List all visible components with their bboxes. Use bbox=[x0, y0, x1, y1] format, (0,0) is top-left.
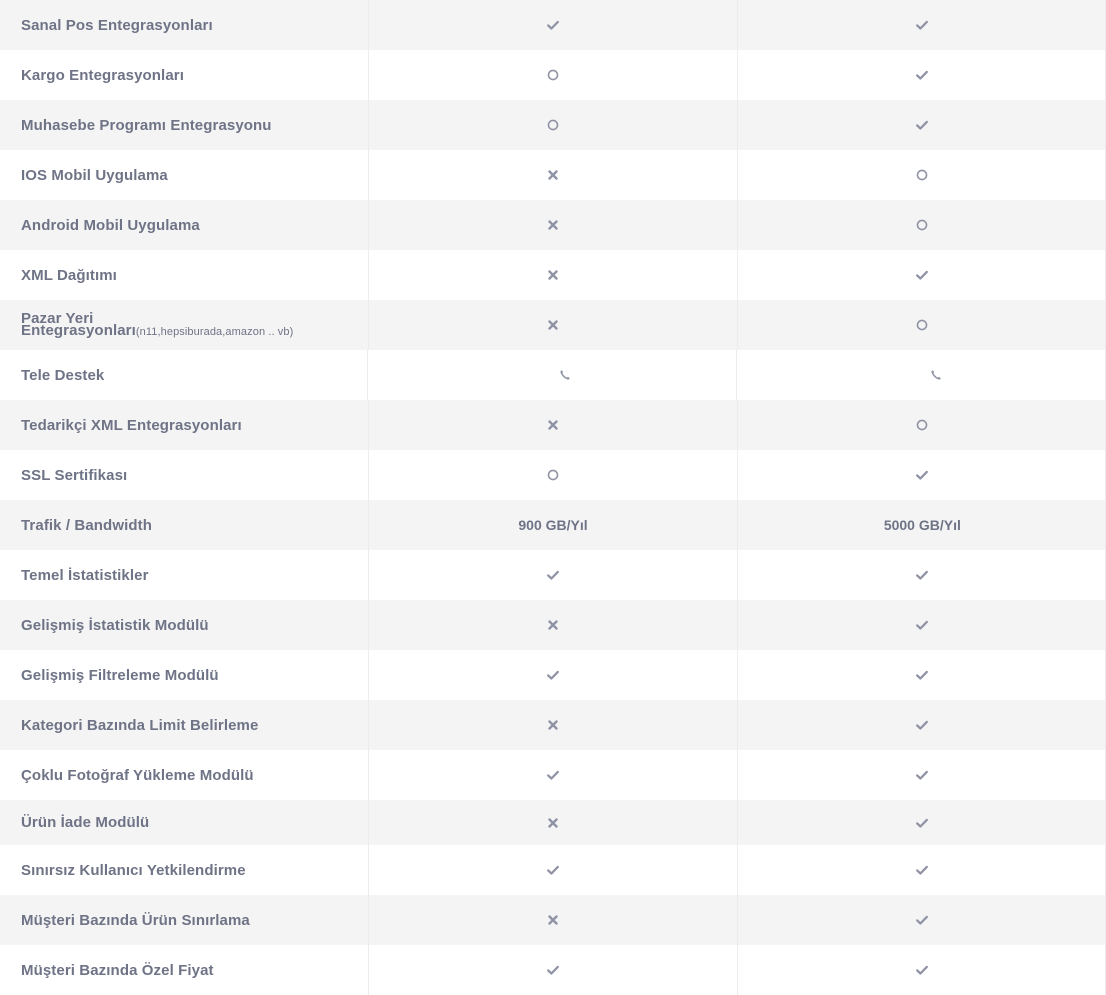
cross-icon bbox=[546, 816, 560, 830]
circle-icon bbox=[915, 218, 929, 232]
check-icon bbox=[546, 668, 560, 682]
check-icon bbox=[546, 568, 560, 582]
check-icon bbox=[915, 118, 929, 132]
check-icon bbox=[915, 568, 929, 582]
plan-a-cell bbox=[369, 150, 737, 200]
feature-label: Gelişmiş İstatistik Modülü bbox=[0, 600, 369, 650]
plan-a-cell bbox=[369, 450, 737, 500]
cross-icon bbox=[546, 718, 560, 732]
table-row bbox=[0, 200, 1106, 250]
table-row bbox=[0, 350, 1106, 400]
check-icon bbox=[915, 268, 929, 282]
plan-b-cell bbox=[740, 0, 1106, 50]
plan-b-cell bbox=[740, 845, 1106, 895]
circle-icon bbox=[546, 118, 560, 132]
feature-label-line1: Pazar Yeri bbox=[21, 309, 94, 327]
plan-b-cell bbox=[740, 250, 1106, 300]
feature-label: XML Dağıtımı bbox=[0, 250, 369, 300]
circle-icon bbox=[915, 168, 929, 182]
plan-b-cell bbox=[740, 800, 1106, 845]
table-row bbox=[0, 450, 1106, 500]
check-icon bbox=[915, 718, 929, 732]
cross-icon bbox=[546, 318, 560, 332]
feature-label: SSL Sertifikası bbox=[0, 450, 369, 500]
feature-label: Android Mobil Uygulama bbox=[0, 200, 369, 250]
feature-label: Gelişmiş Filtreleme Modülü bbox=[0, 650, 369, 700]
feature-label: Trafik / Bandwidth bbox=[0, 500, 369, 550]
table-row bbox=[0, 50, 1106, 100]
plan-b-cell bbox=[740, 300, 1106, 350]
table-row bbox=[0, 150, 1106, 200]
check-icon bbox=[915, 863, 929, 877]
table-row bbox=[0, 500, 1106, 550]
plan-a-cell bbox=[369, 550, 737, 600]
plan-a-cell bbox=[369, 250, 737, 300]
plan-a-cell bbox=[369, 500, 737, 550]
table-row bbox=[0, 800, 1106, 845]
check-icon bbox=[546, 768, 560, 782]
cell-value: 5000 GB/Yıl bbox=[883, 517, 961, 533]
check-icon bbox=[915, 913, 929, 927]
circle-icon bbox=[915, 318, 929, 332]
table-row bbox=[0, 300, 1106, 350]
plan-a-cell bbox=[369, 650, 737, 700]
feature-label: Kategori Bazında Limit Belirleme bbox=[0, 700, 369, 750]
chat-icon bbox=[1038, 368, 1106, 382]
cross-icon bbox=[546, 418, 560, 432]
plan-b-cell bbox=[740, 500, 1106, 550]
phone-icon bbox=[463, 368, 667, 382]
table-row bbox=[0, 650, 1106, 700]
plan-a-cell bbox=[369, 800, 737, 845]
circle-icon bbox=[546, 468, 560, 482]
check-icon bbox=[546, 963, 560, 977]
plan-a-cell bbox=[369, 300, 737, 350]
plan-a-cell bbox=[369, 400, 737, 450]
feature-label: Sınırsız Kullanıcı Yetkilendirme bbox=[0, 845, 369, 895]
feature-label: Tedarikçi XML Entegrasyonları bbox=[0, 400, 369, 450]
plan-b-cell bbox=[740, 600, 1106, 650]
plan-b-cell bbox=[740, 50, 1106, 100]
feature-label: Sanal Pos Entegrasyonları bbox=[0, 0, 369, 50]
feature-label: Temel İstatistikler bbox=[0, 550, 369, 600]
table-row bbox=[0, 250, 1106, 300]
plan-a-cell bbox=[369, 895, 737, 945]
check-icon bbox=[915, 68, 929, 82]
table-row bbox=[0, 600, 1106, 650]
feature-label: Muhasebe Programı Entegrasyonu bbox=[0, 100, 369, 150]
table-row bbox=[0, 550, 1106, 600]
plan-b-cell bbox=[740, 400, 1106, 450]
check-icon bbox=[915, 618, 929, 632]
feature-label: Kargo Entegrasyonları bbox=[0, 50, 369, 100]
table-row bbox=[0, 700, 1106, 750]
cross-icon bbox=[546, 913, 560, 927]
table-row bbox=[0, 895, 1106, 945]
plan-b-cell bbox=[740, 700, 1106, 750]
cross-icon bbox=[546, 168, 560, 182]
plan-a-cell bbox=[369, 750, 737, 800]
check-icon bbox=[915, 963, 929, 977]
check-icon bbox=[915, 768, 929, 782]
plan-b-cell bbox=[740, 450, 1106, 500]
table-row bbox=[0, 100, 1106, 150]
feature-label: IOS Mobil Uygulama bbox=[0, 150, 369, 200]
plan-a-cell bbox=[369, 0, 737, 50]
table-row bbox=[0, 750, 1106, 800]
table-row bbox=[0, 400, 1106, 450]
plan-b-cell bbox=[740, 550, 1106, 600]
plan-b-cell bbox=[740, 895, 1106, 945]
feature-label: Çoklu Fotoğraf Yükleme Modülü bbox=[0, 750, 369, 800]
plan-a-cell bbox=[368, 350, 737, 400]
plan-b-cell bbox=[740, 150, 1106, 200]
plan-a-cell bbox=[369, 700, 737, 750]
feature-label-line2: Entegrasyonları bbox=[21, 321, 136, 339]
plan-b-cell bbox=[740, 650, 1106, 700]
cell-value: 900 GB/Yıl bbox=[518, 517, 588, 533]
check-icon bbox=[915, 18, 929, 32]
plan-a-cell bbox=[369, 50, 737, 100]
check-icon bbox=[915, 816, 929, 830]
plan-a-cell bbox=[369, 200, 737, 250]
plan-a-cell bbox=[369, 845, 737, 895]
feature-label: Ürün İade Modülü bbox=[0, 800, 369, 845]
table-row bbox=[0, 845, 1106, 895]
cross-icon bbox=[546, 218, 560, 232]
plan-b-cell bbox=[739, 350, 1106, 400]
feature-label: Müşteri Bazında Özel Fiyat bbox=[0, 945, 369, 995]
feature-label-note: (n11,hepsiburada,amazon .. vb) bbox=[135, 325, 294, 338]
plan-b-cell bbox=[740, 100, 1106, 150]
check-icon bbox=[546, 863, 560, 877]
table-row bbox=[0, 0, 1106, 50]
feature-label: Müşteri Bazında Ürün Sınırlama bbox=[0, 895, 369, 945]
plan-a-cell bbox=[369, 100, 737, 150]
plan-b-cell bbox=[740, 750, 1106, 800]
check-icon bbox=[546, 18, 560, 32]
feature-label: Tele Destek bbox=[0, 350, 368, 400]
check-icon bbox=[915, 468, 929, 482]
cross-icon bbox=[546, 268, 560, 282]
feature-label bbox=[0, 300, 369, 350]
plan-a-cell bbox=[369, 600, 737, 650]
circle-icon bbox=[546, 68, 560, 82]
cross-icon bbox=[546, 618, 560, 632]
phone-icon bbox=[834, 368, 1038, 382]
circle-icon bbox=[915, 418, 929, 432]
check-icon bbox=[915, 668, 929, 682]
plan-b-cell bbox=[740, 200, 1106, 250]
